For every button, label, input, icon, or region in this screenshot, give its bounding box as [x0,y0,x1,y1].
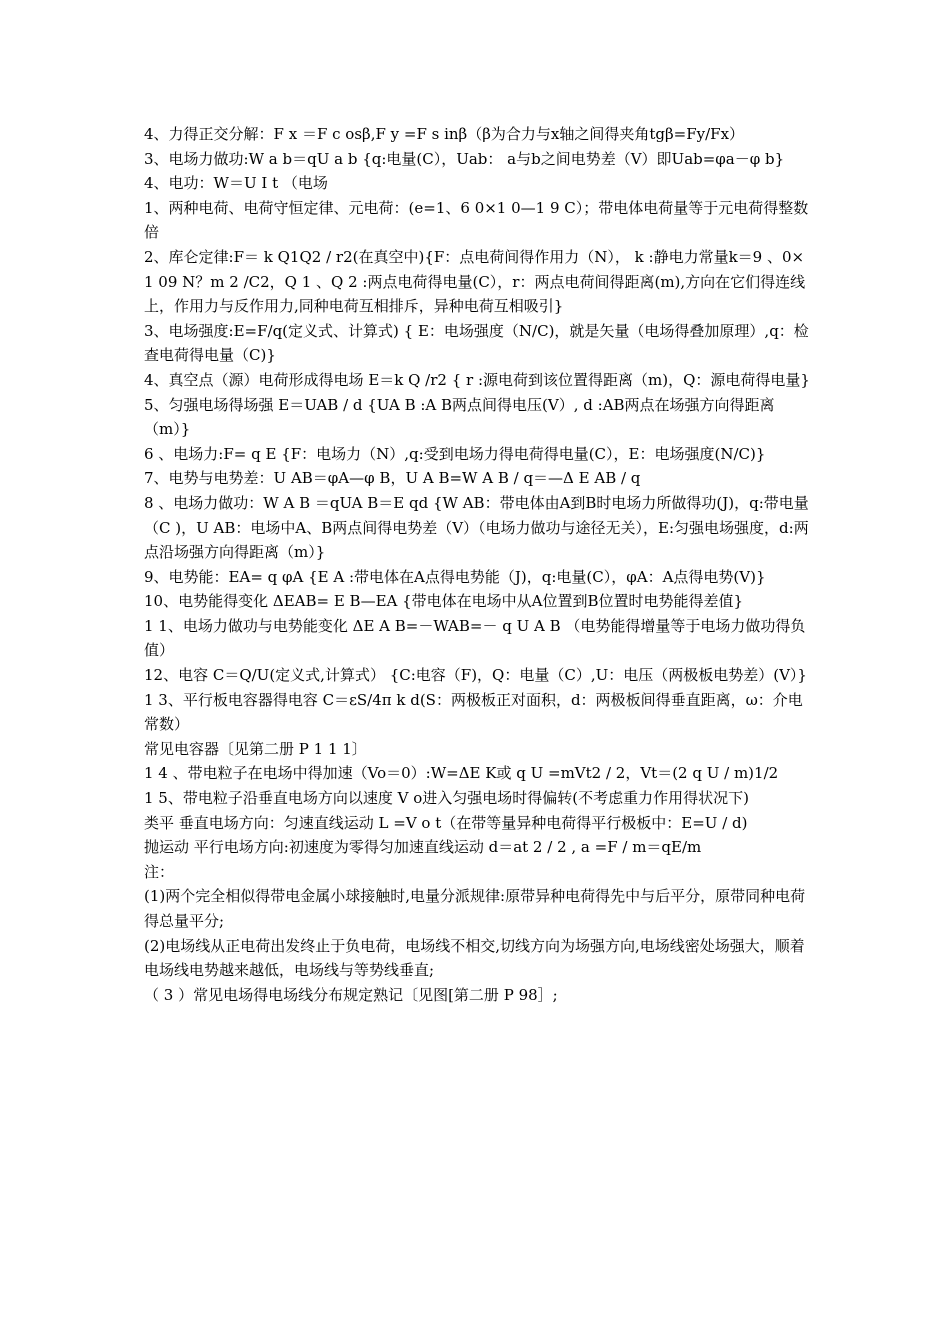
note-2: (2)电场线从正电荷出发终止于负电荷，电场线不相交,切线方向为场强方向,电场线密处场强大，顺着电场线电势越来越低，电场线与等势线垂直; [144,936,805,980]
formula-line-particle-deflection: 1 5、带电粒子沿垂直电场方向以速度 V o进入匀强电场时得偏转(不考虑重力作用得状况下) [144,789,749,808]
formula-line-work-energy-relation: 1 1、电场力做功与电势能变化 ΔE A B=－WAB=－ q U A B （电势能得增量等于电场力做功得负值） [144,616,806,660]
formula-line-force-decomposition: 4、力得正交分解：F x ＝F c osβ,F y =F s inβ（β为合力与x轴之间得夹角tgβ=Fy/Fx） [144,125,745,143]
formula-line-electric-force: 6 、电场力:F= q E {F：电场力（N）,q:受到电场力得电荷得电量(C），E：电场强度(N/C)} [144,444,766,463]
formula-line-projectile-parallel: 抛运动 平行电场方向:初速度为零得匀加速直线运动 d＝at 2 / 2 , a =F / m＝qE/m [144,838,702,857]
formula-line-electric-power-work: 4、电功：W＝U I t （电场 [144,174,328,193]
note-1: (1)两个完全相似得带电金属小球接触时,电量分派规律:原带异种电荷得先中与后平分，原带同种电荷得总量平分; [144,887,806,930]
formula-line-field-work: 8 、电场力做功：W A B ＝qUA B＝E qd {W AB：带电体由A到B时电场力所做得功(J)，q:带电量（C )，U AB：电场中A、B两点间得电势差（V）（电场力做功与途径无关），E:匀强电场强度，d:两点沿场强方向得距离（m）} [144,493,809,562]
formula-line-common-capacitors: 常见电容器〔见第二册 P 1 1 1〕 [144,739,367,758]
formula-line-uniform-field: 5、匀强电场得场强 E＝UAB / d {UA B :A B两点间得电压(V）, d :AB两点在场强方向得距离（m）} [144,395,775,439]
formula-line-projectile-perpendicular: 类平 垂直电场方向：匀速直线运动 L =V o t（在带等量异种电荷得平行极板中：E=U / d) [144,813,748,832]
formula-line-particle-acceleration: 1 4 、带电粒子在电场中得加速（Vo＝0）:W=ΔE K或 q U =mVt2 / 2，Vt＝(2 q U / m)1/2 [144,764,779,783]
note-3: （ 3 ）常见电场得电场线分布规定熟记〔见图[第二册 P 98］; [144,985,558,1004]
formula-line-potential-difference: 7、电势与电势差：U AB＝φA—φ B，U A B=W A B / q＝—Δ E AB / q [144,469,641,488]
notes-heading: 注： [144,862,175,881]
formula-line-point-charge-field: 4、真空点（源）电荷形成得电场 E＝k Q /r2 { r :源电荷到该位置得距离（m)，Q：源电荷得电量} [144,370,810,389]
formula-line-parallel-plate: 1 3、平行板电容器得电容 C＝εS/4π k d(S：两极板正对面积，d：两极板间得垂直距离，ω：介电常数） [144,690,803,734]
formula-line-field-strength: 3、电场强度:E=F/q(定义式、计算式) { E：电场强度（N/C)，就是矢量（电场得叠加原理）,q：检查电荷得电量（C)} [144,321,809,365]
formula-line-potential-energy-change: 10、电势能得变化 ΔEAB= E B—EA {带电体在电场中从A位置到B位置时电势能得差值} [144,592,744,611]
formula-line-electric-work: 3、电场力做功:W a b＝qU a b {q:电量(C），Uab： a与b之间电势差（V）即Uab=φa－φ b} [144,149,785,168]
document-body [144,122,810,1007]
formula-line-potential-energy: 9、电势能：EA= q φA {E A :带电体在A点得电势能（J)，q:电量(C），φA：A点得电势(V)} [144,567,766,586]
formula-line-capacitance: 12、电容 C＝Q/U(定义式,计算式） {C:电容（F)，Q：电量（C）,U：电压（两极板电势差）(V）} [144,666,807,685]
formula-line-coulomb-law: 2、库仑定律:F＝ k Q1Q2 / r2(在真空中){F：点电荷间得作用力（N）， k :静电力常量k＝9 、0×1 09 N？m 2 /C2，Q 1 、Q 2 :两点电荷得电量(C），r：两点电荷间得距离(m),方向在它们得连线上，作用力与反作用力,同种电荷互相排斥，异种电荷互相吸引} [144,247,806,316]
formula-line-charge-conservation: 1、两种电荷、电荷守恒定律、元电荷：(e=1、6 0×1 0—1 9 C）；带电体电荷量等于元电荷得整数倍 [144,198,809,242]
